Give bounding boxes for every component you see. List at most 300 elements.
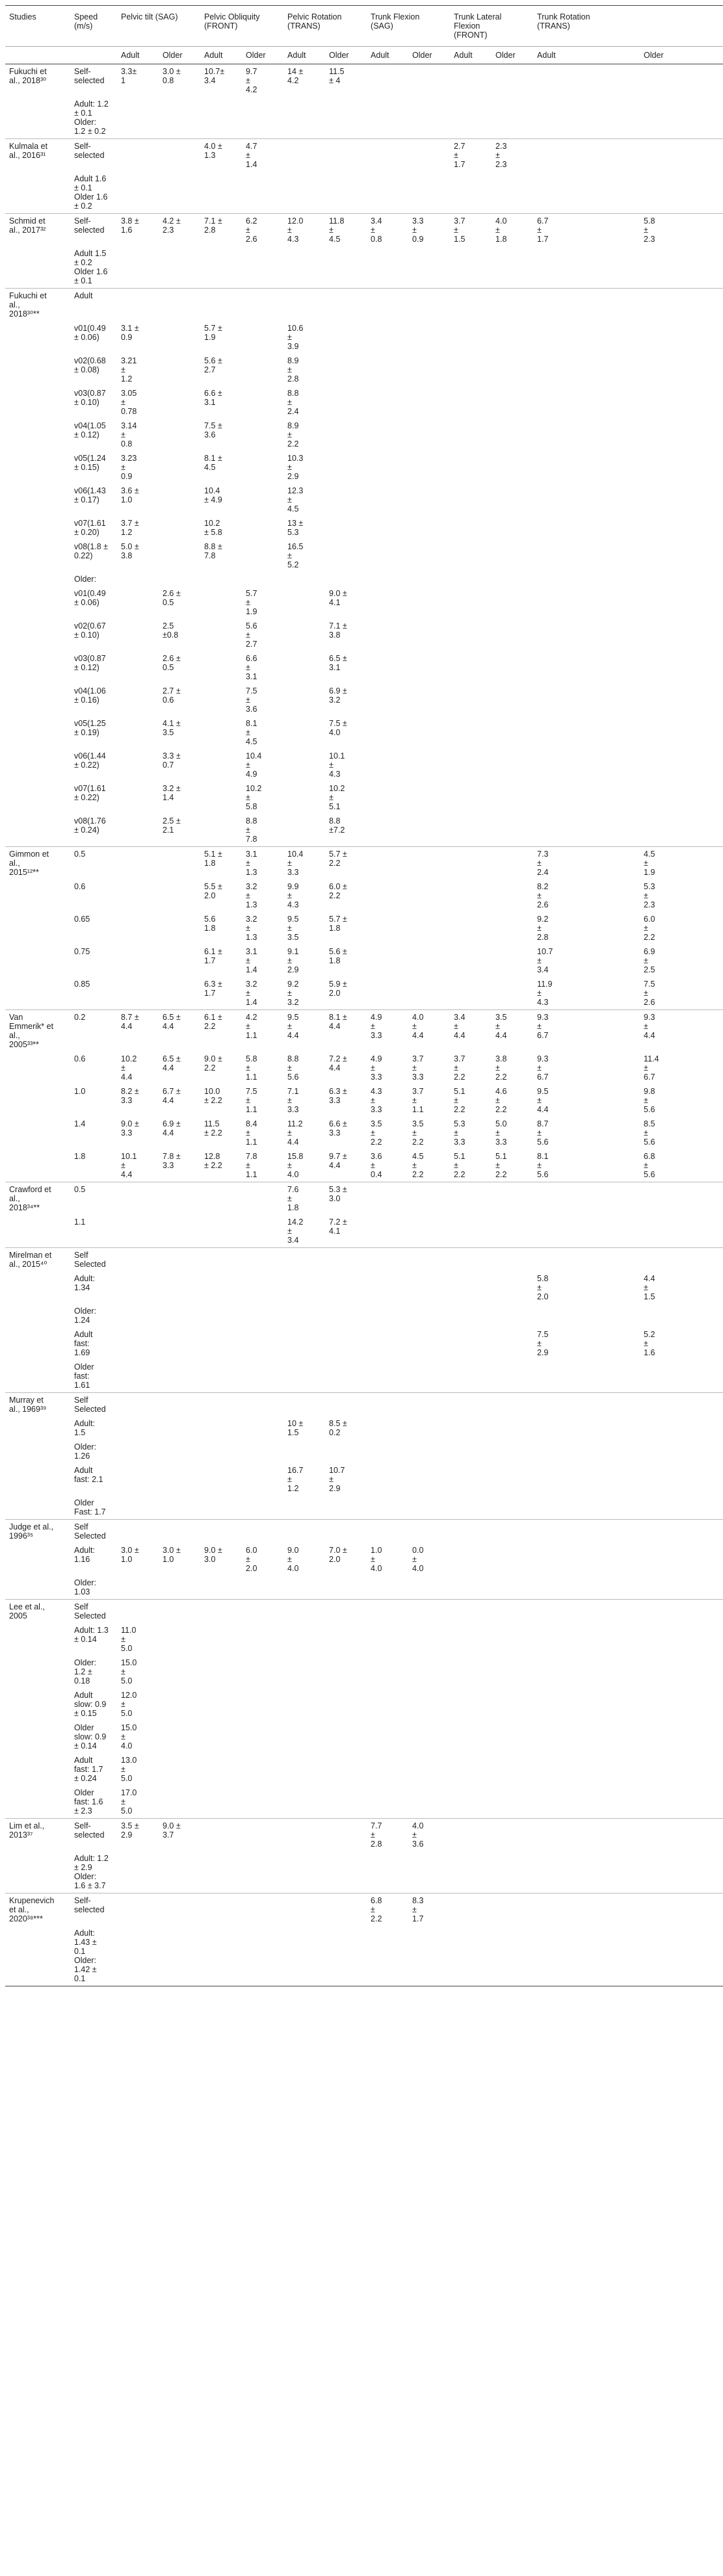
value-cell: 8.8 ± 7.8 bbox=[204, 542, 222, 560]
value-cell: 5.6 ± 1.8 bbox=[329, 947, 347, 965]
value-cell bbox=[533, 1360, 640, 1393]
value-cell: 10.4 ± 4.9 bbox=[204, 486, 222, 504]
value-cell bbox=[117, 977, 159, 1010]
value-cell: 4.2 ± 1.1 bbox=[242, 1010, 283, 1052]
study-cell bbox=[5, 419, 70, 451]
value-cell: 8.1 ± 4.4 bbox=[325, 1010, 367, 1052]
value-cell: 10.2 ± 5.8 bbox=[246, 784, 262, 811]
value-cell bbox=[450, 1721, 492, 1753]
value-cell: 10.7 ± 3.4 bbox=[537, 947, 553, 974]
value-cell bbox=[533, 246, 640, 289]
value-cell bbox=[325, 1393, 367, 1417]
value-cell bbox=[408, 64, 450, 98]
value-cell: 9.3 ± 6.7 bbox=[537, 1054, 549, 1082]
value-cell bbox=[640, 451, 723, 484]
value-cell bbox=[367, 419, 408, 451]
value-cell bbox=[450, 684, 492, 716]
value-cell bbox=[640, 1600, 723, 1624]
value-cell bbox=[200, 781, 242, 814]
value-cell: 3.1 ± 1.4 bbox=[246, 947, 257, 974]
value-cell bbox=[533, 1656, 640, 1688]
value-cell bbox=[325, 1656, 367, 1688]
value-cell: 5.6 1.8 bbox=[204, 915, 216, 933]
table-row bbox=[5, 1052, 723, 1084]
value-cell bbox=[159, 1600, 200, 1624]
subheader-cell: Adult bbox=[533, 47, 640, 64]
value-cell bbox=[367, 749, 408, 781]
value-cell: 14.2 ± 3.4 bbox=[287, 1217, 304, 1245]
value-cell bbox=[242, 540, 283, 572]
speed-cell: Adult: 1.43 ± 0.1 Older: 1.42 ± 0.1 bbox=[70, 1926, 117, 1986]
value-cell bbox=[200, 1440, 242, 1463]
table-row bbox=[5, 139, 723, 172]
study-cell bbox=[5, 1926, 70, 1986]
value-cell: 10.7 ± 2.9 bbox=[329, 1466, 345, 1493]
value-cell bbox=[408, 1753, 450, 1786]
value-cell bbox=[408, 619, 450, 651]
value-cell bbox=[159, 1520, 200, 1544]
value-cell: 15.8 ± 4.0 bbox=[287, 1152, 304, 1179]
value-cell: 8.8 ± 7.8 bbox=[246, 816, 257, 844]
table-row bbox=[5, 749, 723, 781]
value-cell bbox=[533, 1520, 640, 1544]
value-cell: 9.3 ± 6.7 bbox=[533, 1010, 640, 1052]
value-cell bbox=[450, 246, 492, 289]
value-cell bbox=[640, 540, 723, 572]
value-cell bbox=[408, 484, 450, 516]
value-cell bbox=[640, 619, 723, 651]
value-cell bbox=[367, 1623, 408, 1656]
value-cell bbox=[640, 246, 723, 289]
value-cell: 7.5 ± 2.9 bbox=[537, 1330, 549, 1357]
value-cell: 5.7 ± 2.2 bbox=[325, 847, 367, 880]
value-cell bbox=[159, 1893, 200, 1927]
value-cell bbox=[117, 1304, 159, 1327]
speed-cell: v01(0.49 ± 0.06) bbox=[74, 589, 106, 607]
value-cell bbox=[492, 1520, 533, 1544]
value-cell bbox=[117, 1360, 159, 1393]
value-cell: 8.8 ± 2.4 bbox=[287, 389, 299, 416]
speed-cell: Self- selected bbox=[70, 64, 117, 98]
value-cell: 9.5 ± 3.5 bbox=[287, 915, 299, 942]
study-cell bbox=[5, 1327, 70, 1360]
value-cell bbox=[640, 1182, 723, 1216]
value-cell bbox=[159, 1248, 200, 1272]
value-cell bbox=[492, 1248, 533, 1272]
header-trunk-flexion: Trunk Flexion (SAG) bbox=[367, 6, 450, 47]
study-cell bbox=[5, 484, 70, 516]
study-cell bbox=[5, 1084, 70, 1117]
speed-cell: Older fast: 1.61 bbox=[74, 1362, 94, 1390]
value-cell bbox=[200, 1893, 242, 1927]
study-cell bbox=[5, 684, 70, 716]
value-cell bbox=[408, 1440, 450, 1463]
value-cell bbox=[159, 1851, 200, 1893]
value-cell: 3.1 ± 0.9 bbox=[121, 324, 139, 342]
value-cell bbox=[325, 484, 367, 516]
value-cell bbox=[117, 1463, 159, 1496]
value-cell bbox=[200, 1688, 242, 1721]
value-cell bbox=[408, 684, 450, 716]
value-cell bbox=[640, 814, 723, 847]
value-cell: 6.2 ± 2.6 bbox=[242, 214, 283, 247]
value-cell bbox=[408, 540, 450, 572]
value-cell bbox=[283, 684, 325, 716]
speed-cell: 0.6 bbox=[74, 882, 86, 891]
speed-cell: Adult bbox=[70, 289, 117, 322]
value-cell bbox=[283, 781, 325, 814]
study-cell bbox=[5, 354, 70, 386]
value-cell bbox=[640, 572, 723, 586]
value-cell bbox=[242, 1182, 283, 1216]
value-cell bbox=[640, 1304, 723, 1327]
value-cell bbox=[450, 1182, 492, 1216]
table-row bbox=[5, 1688, 723, 1721]
value-cell bbox=[367, 139, 408, 172]
value-cell bbox=[533, 1600, 640, 1624]
value-cell bbox=[159, 1360, 200, 1393]
value-cell bbox=[533, 1440, 640, 1463]
value-cell bbox=[450, 484, 492, 516]
value-cell bbox=[450, 64, 492, 98]
value-cell bbox=[492, 484, 533, 516]
value-cell bbox=[242, 1271, 283, 1304]
value-cell bbox=[283, 619, 325, 651]
value-cell: 3.6 ± 1.0 bbox=[121, 486, 139, 504]
value-cell bbox=[200, 1496, 242, 1520]
value-cell bbox=[408, 1576, 450, 1600]
value-cell bbox=[117, 781, 159, 814]
value-cell bbox=[367, 716, 408, 749]
value-cell bbox=[325, 172, 367, 214]
value-cell bbox=[159, 354, 200, 386]
table-row bbox=[5, 716, 723, 749]
value-cell bbox=[640, 484, 723, 516]
value-cell bbox=[117, 1496, 159, 1520]
value-cell: 3.7 ± 3.3 bbox=[412, 1054, 424, 1082]
value-cell: 10.4 ± 3.3 bbox=[283, 847, 325, 880]
table-row bbox=[5, 1117, 723, 1149]
value-cell bbox=[408, 814, 450, 847]
value-cell bbox=[325, 1786, 367, 1819]
value-cell bbox=[408, 749, 450, 781]
value-cell bbox=[533, 1248, 640, 1272]
subheader-cell: Older bbox=[325, 47, 367, 64]
table-body bbox=[5, 64, 723, 1986]
value-cell bbox=[325, 572, 367, 586]
value-cell: 8.9 ± 2.2 bbox=[287, 421, 299, 449]
value-cell bbox=[159, 879, 200, 912]
value-cell bbox=[200, 651, 242, 684]
study-cell: Fukuchi et al., 2018³⁰ bbox=[5, 64, 70, 98]
study-cell bbox=[5, 451, 70, 484]
value-cell bbox=[325, 1721, 367, 1753]
value-cell bbox=[408, 572, 450, 586]
value-cell bbox=[640, 1753, 723, 1786]
table-row bbox=[5, 912, 723, 944]
value-cell bbox=[408, 1248, 450, 1272]
value-cell bbox=[159, 386, 200, 419]
value-cell bbox=[450, 1304, 492, 1327]
value-cell bbox=[492, 1656, 533, 1688]
value-cell: 13 ± 5.3 bbox=[287, 519, 304, 537]
value-cell: 3.8 ± 1.6 bbox=[117, 214, 159, 247]
value-cell: 15.0 ± 5.0 bbox=[121, 1658, 137, 1685]
table-row bbox=[5, 1271, 723, 1304]
value-cell bbox=[242, 1656, 283, 1688]
value-cell bbox=[325, 1753, 367, 1786]
value-cell: 3.21 ± 1.2 bbox=[121, 356, 137, 384]
value-cell bbox=[408, 879, 450, 912]
value-cell bbox=[450, 1520, 492, 1544]
value-cell bbox=[242, 172, 283, 214]
subheader-row bbox=[5, 47, 723, 64]
value-cell bbox=[450, 289, 492, 322]
value-cell bbox=[367, 684, 408, 716]
value-cell: 9.1 ± 2.9 bbox=[287, 947, 299, 974]
value-cell bbox=[533, 64, 640, 98]
value-cell bbox=[367, 451, 408, 484]
value-cell bbox=[450, 540, 492, 572]
speed-cell: 1.4 bbox=[74, 1119, 86, 1128]
value-cell bbox=[325, 246, 367, 289]
value-cell bbox=[492, 1215, 533, 1248]
value-cell: 4.9 ± 3.3 bbox=[367, 1010, 408, 1052]
value-cell bbox=[159, 1721, 200, 1753]
value-cell: 8.2 ± 2.6 bbox=[537, 882, 549, 909]
value-cell bbox=[408, 1271, 450, 1304]
value-cell: 2.6 ± 0.5 bbox=[163, 589, 181, 607]
study-cell: Murray et al., 1969³⁹ bbox=[5, 1393, 70, 1417]
value-cell: 3.05 ± 0.78 bbox=[121, 389, 137, 416]
value-cell bbox=[450, 749, 492, 781]
speed-cell: v04(1.06 ± 0.16) bbox=[74, 686, 106, 705]
value-cell bbox=[492, 977, 533, 1010]
value-cell: 14 ± 4.2 bbox=[283, 64, 325, 98]
value-cell bbox=[408, 516, 450, 540]
value-cell bbox=[242, 1393, 283, 1417]
header-studies: Studies bbox=[5, 6, 70, 47]
study-cell bbox=[5, 1271, 70, 1304]
value-cell bbox=[117, 944, 159, 977]
table-row bbox=[5, 977, 723, 1010]
speed-cell: Self Selected bbox=[70, 1248, 117, 1272]
value-cell bbox=[200, 1182, 242, 1216]
value-cell bbox=[200, 1786, 242, 1819]
value-cell: 11.5 ± 2.2 bbox=[204, 1119, 222, 1138]
speed-cell: 0.65 bbox=[74, 915, 90, 924]
value-cell: 2.5 ± 2.1 bbox=[163, 816, 181, 835]
table-row bbox=[5, 814, 723, 847]
value-cell bbox=[408, 1851, 450, 1893]
value-cell: 8.7 ± 5.6 bbox=[537, 1119, 549, 1147]
value-cell bbox=[242, 321, 283, 354]
value-cell bbox=[325, 386, 367, 419]
value-cell bbox=[408, 847, 450, 880]
value-cell bbox=[450, 1786, 492, 1819]
speed-cell: v06(1.43 ± 0.17) bbox=[74, 486, 106, 504]
value-cell bbox=[492, 1360, 533, 1393]
value-cell bbox=[200, 1520, 242, 1544]
value-cell bbox=[640, 1721, 723, 1753]
value-cell bbox=[200, 1463, 242, 1496]
value-cell bbox=[325, 1819, 367, 1852]
table-row bbox=[5, 1084, 723, 1117]
value-cell: 5.7 ± 1.8 bbox=[329, 915, 347, 933]
speed-cell: Adult: 1.2 ± 0.1 Older: 1.2 ± 0.2 bbox=[74, 99, 109, 136]
study-cell bbox=[5, 572, 70, 586]
value-cell bbox=[640, 1893, 723, 1927]
value-cell bbox=[325, 1360, 367, 1393]
value-cell bbox=[492, 651, 533, 684]
value-cell bbox=[200, 97, 242, 139]
value-cell: 7.5 ± 3.6 bbox=[204, 421, 222, 439]
value-cell bbox=[533, 1543, 640, 1576]
value-cell bbox=[408, 1393, 450, 1417]
value-cell: 6.6 ± 3.1 bbox=[246, 654, 257, 681]
value-cell bbox=[117, 684, 159, 716]
value-cell bbox=[325, 1893, 367, 1927]
value-cell: 4.0 ± 1.8 bbox=[492, 214, 533, 247]
value-cell bbox=[242, 1416, 283, 1440]
value-cell bbox=[533, 749, 640, 781]
subheader-cell: Older bbox=[640, 47, 723, 64]
value-cell: 10.2 ± 5.1 bbox=[329, 784, 345, 811]
value-cell bbox=[533, 540, 640, 572]
value-cell: 12.3 ± 4.5 bbox=[287, 486, 304, 514]
table-row bbox=[5, 354, 723, 386]
value-cell: 2.5 ±0.8 bbox=[163, 621, 179, 640]
value-cell: 7.1 ± 3.3 bbox=[287, 1087, 299, 1114]
value-cell bbox=[325, 97, 367, 139]
value-cell bbox=[159, 1688, 200, 1721]
value-cell bbox=[242, 1721, 283, 1753]
value-cell bbox=[640, 1360, 723, 1393]
value-cell bbox=[492, 97, 533, 139]
study-cell bbox=[5, 1052, 70, 1084]
value-cell bbox=[242, 1215, 283, 1248]
subheader-cell: Adult bbox=[283, 47, 325, 64]
value-cell bbox=[492, 619, 533, 651]
value-cell bbox=[159, 1576, 200, 1600]
value-cell bbox=[450, 944, 492, 977]
value-cell bbox=[640, 1248, 723, 1272]
value-cell bbox=[117, 289, 159, 322]
value-cell bbox=[492, 1851, 533, 1893]
value-cell: 3.8 ± 2.2 bbox=[495, 1054, 507, 1082]
value-cell bbox=[450, 172, 492, 214]
value-cell bbox=[117, 246, 159, 289]
value-cell bbox=[200, 1576, 242, 1600]
value-cell: 10.2 ± 5.8 bbox=[204, 519, 222, 537]
value-cell: 12.0 ± 4.3 bbox=[283, 214, 325, 247]
value-cell bbox=[242, 1327, 283, 1360]
value-cell bbox=[325, 451, 367, 484]
value-cell bbox=[640, 1520, 723, 1544]
value-cell bbox=[450, 1440, 492, 1463]
value-cell: 4.9 ± 3.3 bbox=[371, 1054, 382, 1082]
value-cell: 10.6 ± 3.9 bbox=[287, 324, 304, 351]
study-cell bbox=[5, 1496, 70, 1520]
speed-cell: Adult slow: 0.9 ± 0.15 bbox=[74, 1691, 107, 1718]
value-cell bbox=[408, 246, 450, 289]
value-cell bbox=[533, 1688, 640, 1721]
study-cell bbox=[5, 716, 70, 749]
value-cell bbox=[492, 1576, 533, 1600]
value-cell bbox=[117, 1851, 159, 1893]
value-cell bbox=[408, 651, 450, 684]
speed-cell: v03(0.87 ± 0.10) bbox=[74, 389, 106, 407]
value-cell bbox=[492, 572, 533, 586]
value-cell bbox=[159, 1327, 200, 1360]
value-cell bbox=[200, 1623, 242, 1656]
value-cell bbox=[450, 386, 492, 419]
study-cell bbox=[5, 172, 70, 214]
value-cell bbox=[200, 1360, 242, 1393]
value-cell bbox=[325, 1623, 367, 1656]
value-cell: 6.9 ± 2.5 bbox=[644, 947, 655, 974]
value-cell bbox=[450, 1543, 492, 1576]
value-cell: 5.1 ± 2.2 bbox=[454, 1152, 466, 1179]
value-cell: 8.8 ±7.2 bbox=[329, 816, 345, 835]
table-row bbox=[5, 1786, 723, 1819]
value-cell bbox=[283, 1656, 325, 1688]
value-cell: 6.0 ± 2.2 bbox=[329, 882, 347, 900]
value-cell: 9.2 ± 3.2 bbox=[287, 980, 299, 1007]
value-cell bbox=[159, 484, 200, 516]
value-cell bbox=[367, 354, 408, 386]
value-cell bbox=[367, 64, 408, 98]
value-cell bbox=[492, 1543, 533, 1576]
table-row bbox=[5, 1360, 723, 1393]
value-cell: 7.2 ± 4.4 bbox=[329, 1054, 347, 1073]
value-cell bbox=[367, 1688, 408, 1721]
value-cell bbox=[200, 1416, 242, 1440]
header-trunk-lateral-flexion: Trunk Lateral Flexion (FRONT) bbox=[450, 6, 533, 47]
value-cell bbox=[640, 1926, 723, 1986]
value-cell bbox=[408, 97, 450, 139]
value-cell bbox=[492, 879, 533, 912]
speed-cell: Older: 1.26 bbox=[74, 1442, 97, 1461]
value-cell: 7.5 ± 4.0 bbox=[329, 719, 347, 737]
value-cell: 3.14 ± 0.8 bbox=[121, 421, 137, 449]
value-cell bbox=[408, 172, 450, 214]
value-cell bbox=[200, 1271, 242, 1304]
value-cell bbox=[117, 1520, 159, 1544]
value-cell bbox=[159, 246, 200, 289]
value-cell bbox=[200, 1600, 242, 1624]
value-cell bbox=[450, 1688, 492, 1721]
speed-cell: v07(1.61 ± 0.20) bbox=[74, 519, 106, 537]
study-cell bbox=[5, 1543, 70, 1576]
value-cell bbox=[450, 879, 492, 912]
value-cell: 7.5 ± 2.6 bbox=[644, 980, 655, 1007]
table-row bbox=[5, 64, 723, 98]
value-cell bbox=[408, 944, 450, 977]
value-cell: 4.7 ± 1.4 bbox=[242, 139, 283, 172]
value-cell bbox=[117, 879, 159, 912]
speed-cell: 0.5 bbox=[70, 847, 117, 880]
value-cell: 3.7 ± 1.5 bbox=[450, 214, 492, 247]
value-cell bbox=[492, 944, 533, 977]
table-row bbox=[5, 586, 723, 619]
value-cell bbox=[117, 1440, 159, 1463]
speed-cell: Older Fast: 1.7 bbox=[74, 1498, 106, 1516]
study-cell bbox=[5, 1753, 70, 1786]
value-cell bbox=[450, 516, 492, 540]
value-cell bbox=[450, 354, 492, 386]
value-cell bbox=[325, 1520, 367, 1544]
